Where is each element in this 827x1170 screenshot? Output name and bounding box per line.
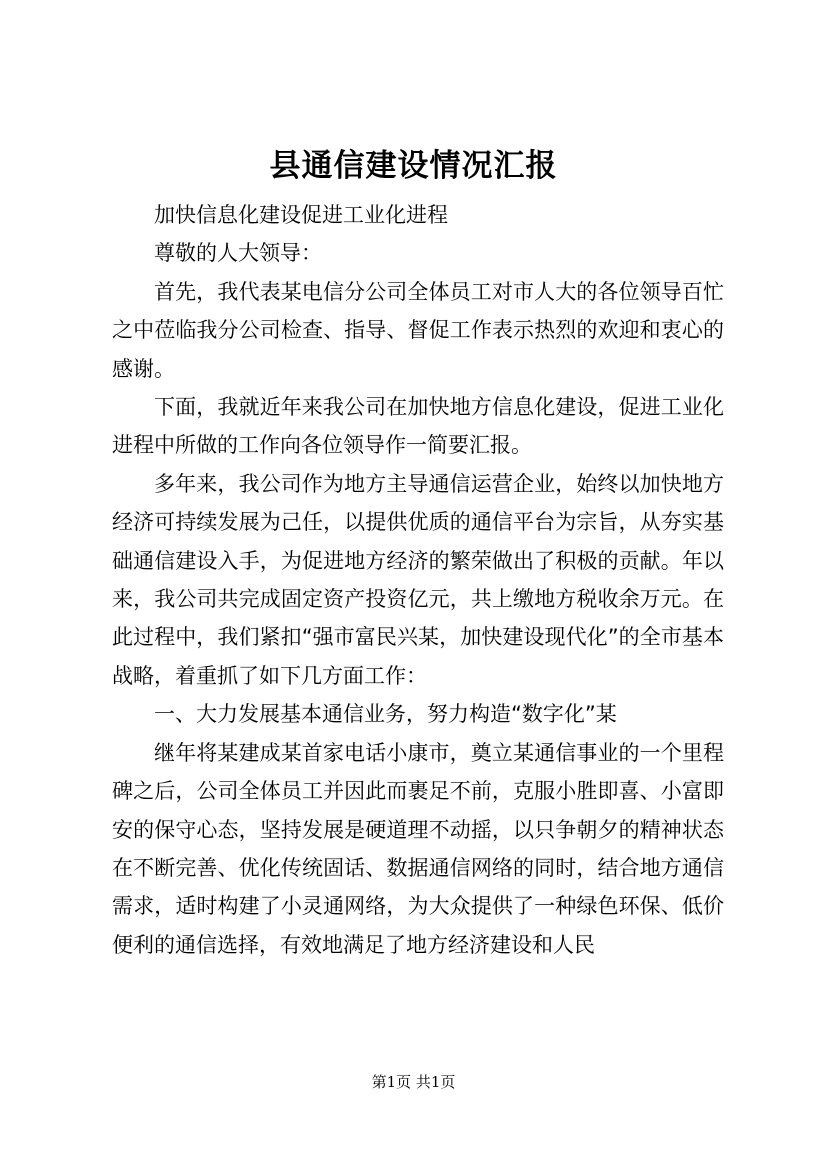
body-paragraph: 多年来，我公司作为地方主导通信运营企业，始终以加快地方经济可持续发展为己任，以提供优质的通信平台为宗旨，从夯实基础通信建设入手，为促进地方经济的繁荣做出了积极的贡献。年以来，我公司共完成固定资产投资亿元，共上缴地方税收余万元。在此过程中，我们紧扣“强市富民兴某，加快建设现代化”的全市基本战略，着重抓了如下几方面工作： [112,471,724,688]
document-body [112,196,724,964]
body-paragraph: 首先，我代表某电信分公司全体员工对市人大的各位领导百忙之中莅临我分公司检查、指导、督促工作表示热烈的欢迎和衷心的感谢。 [112,279,724,381]
subtitle-paragraph: 加快信息化建设促进工业化进程 [154,203,448,227]
document-title: 县通信建设情况汇报 [269,148,558,184]
section-heading: 一、大力发展基本通信业务，努力构造“数字化”某 [154,702,617,727]
body-paragraph: 下面，我就近年来我公司在加快地方信息化建设，促进工业化进程中所做的工作向各位领导作一简要汇报。 [112,395,724,458]
body-paragraph: 继年将某建成某首家电话小康市，奠立某通信事业的一个里程碑之后，公司全体员工并因此而裹足不前，克服小胜即喜、小富即安的保守心态，坚持发展是硬道理不动摇，以只争朝夕的精神状态在不断完善、优化传统固话、数据通信网络的同时，结合地方通信需求，适时构建了小灵通网络，为大众提供了一种绿色环保、低价便利的通信选择，有效地满足了地方经济建设和人民 [112,740,724,957]
salutation-paragraph: 尊敬的人大领导： [154,241,322,266]
page-footer: 第1页 共1页 [371,1073,456,1091]
